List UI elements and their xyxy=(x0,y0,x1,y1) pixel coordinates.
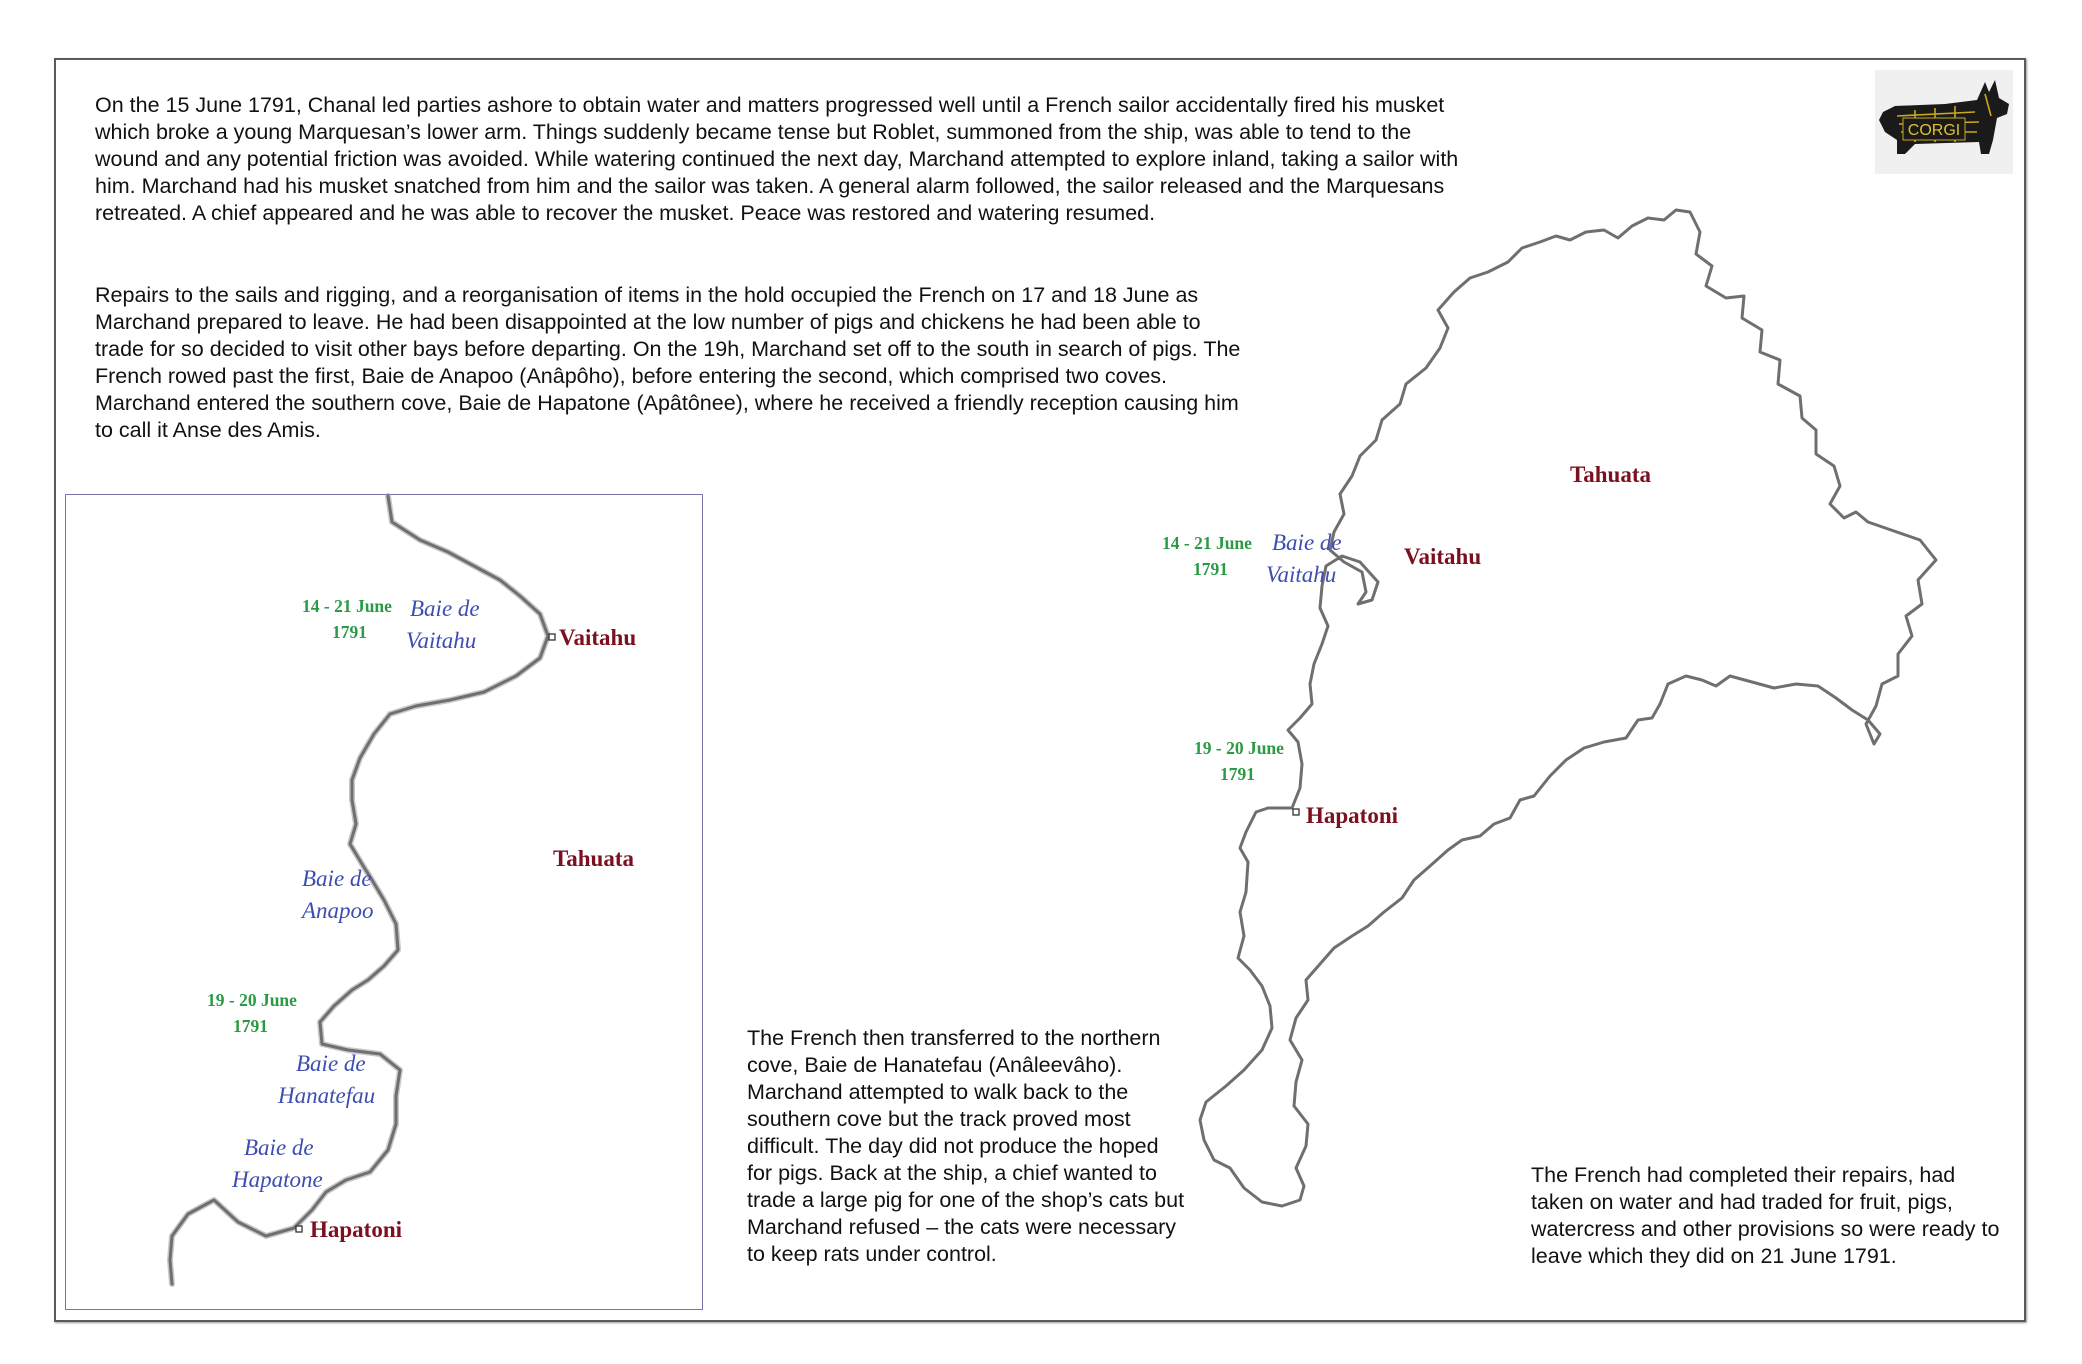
island-hapatoni-label: Hapatoni xyxy=(1306,803,1399,828)
paragraph-watering: On the 15 June 1791, Chanal led parties ashore to obtain water and matters progressed well until a French sailor accidentally fired his musket which broke a young Marquesan’s lower arm. Things suddenly became tense but Roblet, summoned from the ship, was able to tend to the wound and any potential friction was avoided. While watering continued the next day, Marchand attempted to explore inland, taking a sailor with him. Marchand had his musket snatched from him and the sailor was taken. A general alarm followed, the sailor released and the Marquesans retreated. A chief appeared and he was able to recover the musket. Peace was restored and watering resumed. xyxy=(95,93,1459,225)
tahuata-island-outline xyxy=(1200,210,1936,1206)
inset-hapatone-date-line1: 19 - 20 June xyxy=(207,990,297,1010)
inset-hanatefau-bay-line1: Baie de xyxy=(296,1051,366,1076)
paragraph-hanatefau: The French then transferred to the northern cove, Baie de Hanatefau (Anâleevâho). Marchand attempted to walk back to the southern cove but the track proved most difficult. The day did not produce the hoped for pigs. Back at the ship, a chief wanted to trade a large pig for one of the shop’s cats but Marchand refused – the cats were necessary to keep rats under control. xyxy=(747,1026,1185,1266)
island-vaitahu-date-line2: 1791 xyxy=(1193,559,1228,579)
inset-vaitahu-marker xyxy=(549,634,555,640)
island-vaitahu-label: Vaitahu xyxy=(1404,544,1482,569)
inset-vaitahu-date-line1: 14 - 21 June xyxy=(302,596,392,616)
island-tahuata-label: Tahuata xyxy=(1570,462,1651,487)
inset-vaitahu-date-line2: 1791 xyxy=(332,622,367,642)
inset-hapatoni-marker xyxy=(296,1226,302,1232)
inset-hapatone-bay-line2: Hapatone xyxy=(232,1167,323,1192)
inset-vaitahu-bay-line2: Vaitahu xyxy=(406,628,477,653)
inset-hanatefau-bay-line2: Hanatefau xyxy=(278,1083,376,1108)
inset-anapoo-bay-line2: Anapoo xyxy=(302,898,374,923)
inset-hapatoni-label: Hapatoni xyxy=(310,1217,403,1242)
inset-hapatone-bay-line1: Baie de xyxy=(244,1135,314,1160)
inset-anapoo-bay-line1: Baie de xyxy=(302,866,372,891)
inset-tahuata-label: Tahuata xyxy=(553,846,634,871)
inset-vaitahu-bay-line1: Baie de xyxy=(410,596,480,621)
island-hapatoni-date-line1: 19 - 20 June xyxy=(1194,738,1284,758)
island-hapatoni-date-line2: 1791 xyxy=(1220,764,1255,784)
island-vaitahu-date-line1: 14 - 21 June xyxy=(1162,533,1252,553)
logo-text: CORGI xyxy=(1907,122,1961,139)
island-hapatoni-marker xyxy=(1293,809,1299,815)
island-vaitahu-bay-line1: Baie de xyxy=(1272,530,1342,555)
island-vaitahu-bay-line2: Vaitahu xyxy=(1266,562,1337,587)
paragraph-repairs: Repairs to the sails and rigging, and a reorganisation of items in the hold occupied the French on 17 and 18 June as Marchand prepared to leave. He had been disappointed at the low number of pigs and chickens he had been able to trade for so decided to visit other bays before departing. On the 19h, Marchand set off to the south in search of pigs. The French rowed past the first, Baie de Anapoo (Anâpôho), before entering the second, which comprised two coves. Marchand entered the southern cove, Baie de Hapatone (Apâtônee), where he received a friendly reception causing him to call it Anse des Amis. xyxy=(95,283,1241,442)
paragraph-departure: The French had completed their repairs, had taken on water and had traded for fruit, pigs, watercress and other provisions so were ready to leave which they did on 21 June 1791. xyxy=(1531,1163,2000,1268)
inset-hapatone-date-line2: 1791 xyxy=(233,1016,268,1036)
inset-vaitahu-label: Vaitahu xyxy=(559,625,637,650)
